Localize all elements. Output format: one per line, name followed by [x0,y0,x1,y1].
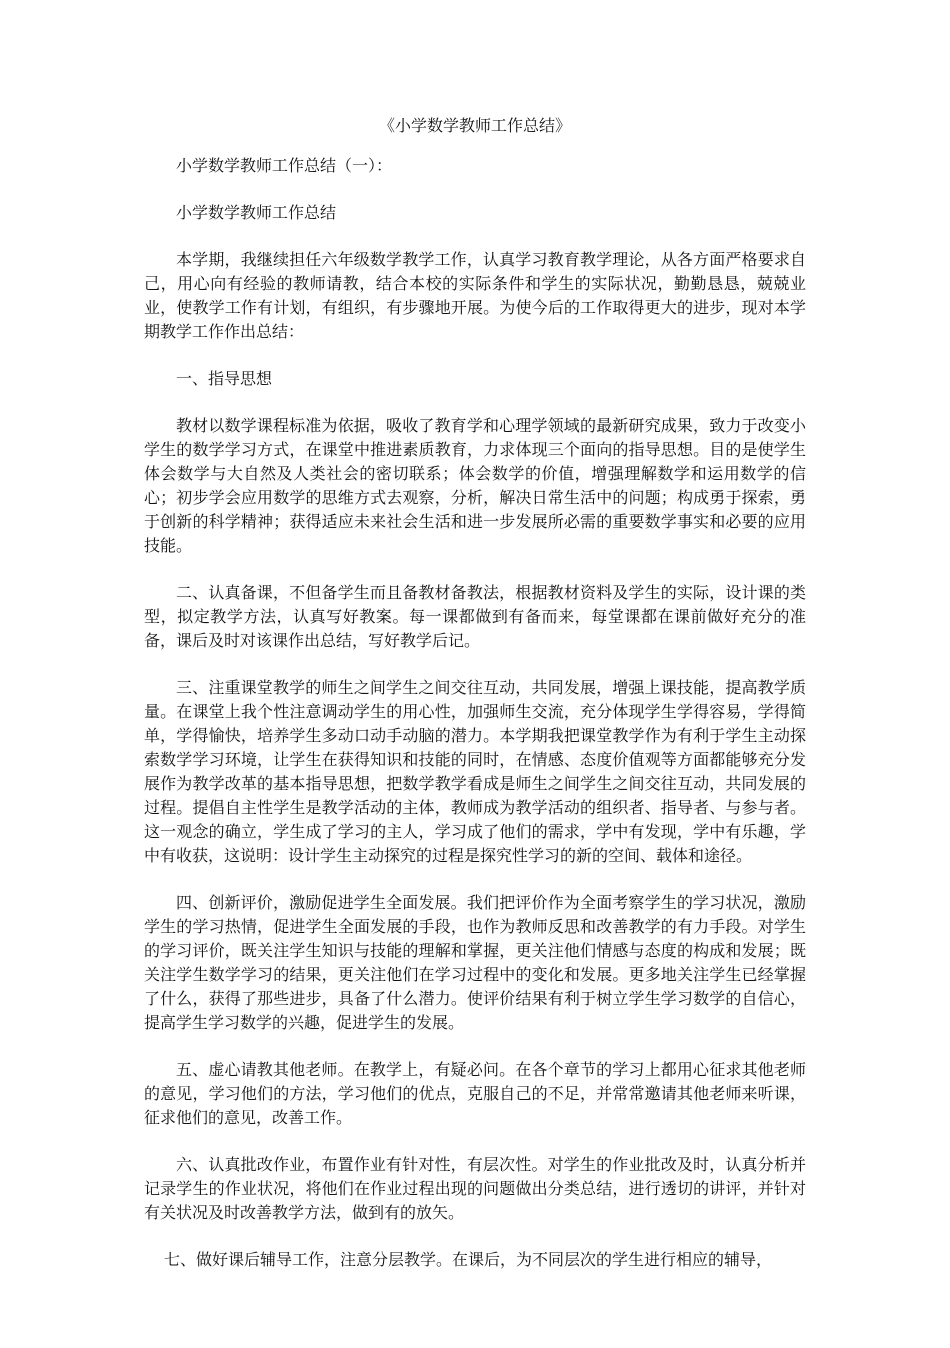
paragraph-tutoring: 七、做好课后辅导工作，注意分层教学。在课后，为不同层次的学生进行相应的辅导， [164,1250,773,1269]
paragraph-consult-teachers: 五、虚心请教其他老师。在教学上，有疑必问。在各个章节的学习上都用心征求其他老师的意见，学习他们的方法，学习他们的优点，克服自己的不足，并常常邀请其他老师来听课，征求他们的意见，改善工作。 [144,1060,806,1127]
document-title: 《小学数学教师工作总结》 [378,116,571,135]
subtitle: 小学数学教师工作总结 [176,203,337,222]
paragraph-evaluation: 四、创新评价，激励促进学生全面发展。我们把评价作为全面考察学生的学习状况，激励学生的学习热情，促进学生全面发展的手段，也作为教师反思和改善教学的有力手段。对学生的学习评价，既关注学生知识与技能的理解和掌握，更关注他们情感与态度的构成和发展；既关注学生数学学习的结果，更关注他们在学习过程中的变化和发展。更多地关注学生已经掌握了什么，获得了那些进步，具备了什么潜力。使评价结果有利于树立学生学习数学的自信心，提高学生学习数学的兴趣，促进学生的发展。 [144,893,806,1032]
paragraph-homework: 六、认真批改作业，布置作业有针对性，有层次性。对学生的作业批改及时，认真分析并记录学生的作业状况，将他们在作业过程出现的问题做出分类总结，进行透切的讲评，并针对有关状况及时改善教学方法，做到有的放矢。 [144,1155,806,1222]
paragraph-guiding-thought: 教材以数学课程标准为依据，吸收了教育学和心理学领域的最新研究成果，致力于改变小学生的数学学习方式，在课堂中推进素质教育，力求体现三个面向的指导思想。目的是使学生体会数学与大自然及人类社会的密切联系；体会数学的价值，增强理解数学和运用数学的信心；初步学会应用数学的思维方式去观察，分析，解决日常生活中的问题；构成勇于探索，勇于创新的科学精神；获得适应未来社会生活和进一步发展所必需的重要数学事实和必要的应用技能。 [144,416,806,555]
paragraph-lesson-prep: 二、认真备课，不但备学生而且备教材备教法，根据教材资料及学生的实际，设计课的类型，拟定教学方法，认真写好教案。每一课都做到有备而来，每堂课都在课前做好充分的准备，课后及时对该课作出总结，写好教学后记。 [144,583,806,650]
intro-paragraph: 本学期，我继续担任六年级数学教学工作，认真学习教育教学理论，从各方面严格要求自己，用心向有经验的教师请教，结合本校的实际条件和学生的实际状况，勤勤恳恳，兢兢业业，使教学工作有计划，有组织，有步骤地开展。为使今后的工作取得更大的进步，现对本学期教学工作作出总结： [144,250,806,341]
section-heading: 小学数学教师工作总结（一）： [176,156,393,175]
document-page [144,114,806,1295]
heading-guiding-thought: 一、指导思想 [176,369,273,388]
paragraph-classroom-teaching: 三、注重课堂教学的师生之间学生之间交往互动，共同发展，增强上课技能，提高教学质量。在课堂上我个性注意调动学生的用心性，加强师生交流，充分体现学生学得容易，学得简单，学得愉快，培养学生多动口动手动脑的潜力。本学期我把课堂教学作为有利于学生主动探索数学学习环境，让学生在获得知识和技能的同时，在情感、态度价值观等方面都能够充分发展作为教学改革的基本指导思想，把数学教学看成是师生之间学生之间交往互动，共同发展的过程。提倡自主性学生是教学活动的主体，教师成为教学活动的组织者、指导者、与参与者。这一观念的确立，学生成了学习的主人，学习成了他们的需求，学中有发现，学中有乐趣，学中有收获，这说明：设计学生主动探究的过程是探究性学习的新的空间、载体和途径。 [144,678,806,865]
